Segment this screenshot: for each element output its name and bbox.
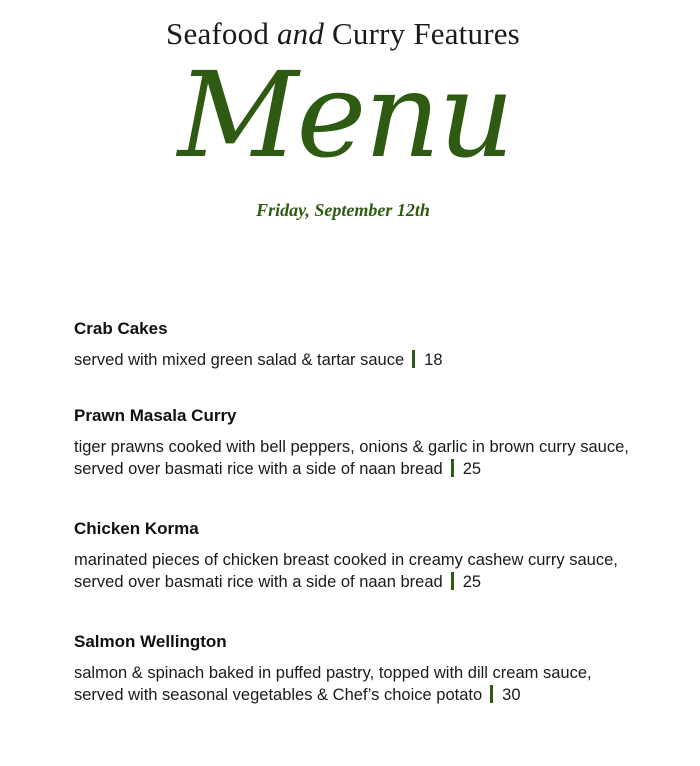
item-description: served with mixed green salad & tartar sauce [74, 351, 405, 369]
price-separator [412, 350, 415, 368]
subtitle-seafood: Seafood [166, 16, 270, 51]
item-description-line [74, 549, 634, 593]
menu-items-list [74, 318, 634, 740]
item-name: Salmon Wellington [74, 632, 227, 651]
menu-item-chicken-korma [74, 518, 634, 593]
item-price: 25 [462, 573, 482, 591]
price-separator [490, 685, 493, 703]
item-price: 25 [462, 460, 482, 478]
menu-item-crab-cakes [74, 318, 634, 371]
item-description: tiger prawns cooked with bell peppers, onions & garlic in brown curry sauce, served over basmati rice with a side of naan bread [74, 438, 629, 478]
item-price: 18 [424, 351, 443, 369]
menu-item-prawn-masala-curry [74, 405, 634, 480]
menu-date: Friday, September 12th [256, 200, 430, 220]
menu-title: Menu [177, 46, 513, 184]
item-description-line [74, 436, 634, 480]
item-description-line [74, 349, 634, 371]
item-name: Chicken Korma [74, 519, 199, 538]
menu-item-salmon-wellington [74, 631, 634, 706]
price-separator [451, 572, 454, 590]
item-description: marinated pieces of chicken breast cooked in creamy cashew curry sauce, served over basmati rice with a side of naan bread [74, 551, 618, 591]
price-separator [451, 459, 454, 477]
item-price: 30 [502, 686, 521, 704]
subtitle-curry-features: Curry Features [332, 16, 520, 51]
item-description: salmon & spinach baked in puffed pastry, topped with dill cream sauce, served with seasonal vegetables & Chef’s choice potato [74, 664, 592, 704]
item-name: Crab Cakes [74, 319, 168, 338]
item-description-line [74, 662, 634, 706]
subtitle-and: and [276, 16, 325, 51]
item-name: Prawn Masala Curry [74, 406, 237, 425]
